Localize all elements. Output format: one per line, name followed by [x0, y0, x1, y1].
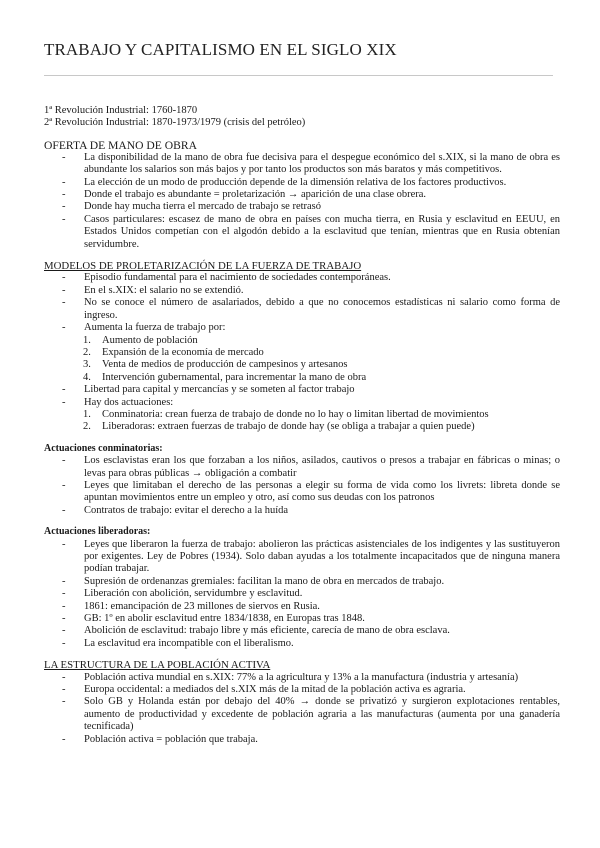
list-item: - Contratos de trabajo: evitar el derecho a la huída — [44, 505, 560, 517]
numbered-item: 3. Venta de medios de producción de campesinos y artesanos — [83, 359, 348, 371]
list-item: - Leyes que limitaban el derecho de las personas a elegir su forma de vida como los livrets: libreta donde se apuntan movimientos entre un empleo y otro, así como sus deudas con los patronos — [44, 480, 560, 505]
list-item: - La disponibilidad de la mano de obra fue decisiva para el despegue económico del s.XIX, si la mano de obra es abundante los salarios son más bajos y por tanto los productos son más baratos y más competitivos. — [44, 152, 560, 177]
list-item: - Europa occidental: a mediados del s.XIX más de la mitad de la población activa es agraria. — [44, 684, 560, 696]
list-item: - Donde hay mucha tierra el mercado de trabajo se retrasó — [44, 201, 560, 213]
list-item: - La esclavitud era incompatible con el liberalismo. — [44, 638, 560, 650]
modelos-list — [44, 272, 560, 334]
section-heading-conminatorias: Actuaciones conminatorias: — [44, 442, 163, 454]
page-title: TRABAJO Y CAPITALISMO EN EL SIGLO XIX — [44, 40, 397, 59]
document-body — [44, 105, 560, 746]
list-item: - GB: 1º en abolir esclavitud entre 1834/1838, en Europas tras 1848. — [44, 613, 560, 625]
list-item: - 1861: emancipación de 23 millones de siervos en Rusia. — [44, 601, 560, 613]
list-item: - Aumenta la fuerza de trabajo por: — [44, 322, 560, 334]
list-item: - La elección de un modo de producción depende de la dimensión relativa de los factores productivos. — [44, 177, 560, 189]
list-item: - Supresión de ordenanzas gremiales: facilitan la mano de obra en mercados de trabajo. — [44, 576, 560, 588]
list-item: - Episodio fundamental para el nacimiento de sociedades contemporáneas. — [44, 272, 560, 284]
list-item: - Abolición de esclavitud: trabajo libre y más eficiente, carecía de mano de obra esclava. — [44, 625, 560, 637]
list-item: - No se conoce el número de asalariados, debido a que no conocemos estadísticas ni salario como forma de ingreso. — [44, 297, 560, 322]
list-item: - Los esclavistas eran los que forzaban a los niños, asilados, cautivos o presos a trabajar en fábricas o minas; o levas para obras públicas → obligación a combatir — [44, 455, 560, 480]
list-item: - Población activa = población que trabaja. — [44, 734, 560, 746]
fuerza-sublist — [44, 335, 560, 385]
section-heading-oferta: OFERTA DE MANO DE OBRA — [44, 138, 197, 152]
list-item: - Hay dos actuaciones: — [44, 397, 560, 409]
list-item: - Libertad para capital y mercancías y se someten al factor trabajo — [44, 384, 560, 396]
list-item: - Liberación con abolición, servidumbre y esclavitud. — [44, 588, 560, 600]
list-item: - Solo GB y Holanda están por debajo del 40% → donde se privatizó y surgieron explotaciones rentables, aumento de productividad y excedente de población agraria a las manufacturas (aumenta por una ganadería tecnificada) — [44, 696, 560, 733]
list-item: - Población activa mundial en s.XIX: 77% a la agricultura y 13% a la manufactura (industria y artesanía) — [44, 672, 560, 684]
modelos-list-continued — [44, 384, 560, 409]
section-heading-estructura: LA ESTRUCTURA DE LA POBLACIÓN ACTIVA — [44, 659, 271, 672]
numbered-item: 1. Aumento de población — [83, 334, 198, 346]
dates-block — [44, 105, 560, 130]
title-divider — [44, 75, 553, 76]
numbered-item: 1. Conminatoria: crean fuerza de trabajo de donde no lo hay o limitan libertad de movimientos — [83, 408, 489, 420]
estructura-list — [44, 672, 560, 746]
section-heading-liberadoras: Actuaciones liberadoras: — [44, 526, 151, 538]
numbered-item: 2. Liberadoras: extraen fuerzas de trabajo de donde hay (se obliga a trabajar a quien puede) — [83, 421, 475, 433]
list-item: - Leyes que liberaron la fuerza de trabajo: abolieron las prácticas asistenciales de los indigentes y las sustituyeron por exigentes. Ley de Pobres (1934). Solo daban ayudas a los totalmente incapacitados que de ninguna manera podían trabajar. — [44, 539, 560, 576]
date-line: 2ª Revolución Industrial: 1870-1973/1979 (crisis del petróleo) — [44, 117, 306, 129]
numbered-item: 2. Expansión de la economía de mercado — [83, 346, 264, 358]
list-item: - En el s.XIX: el salario no se extendió. — [44, 285, 560, 297]
actuaciones-sublist — [44, 409, 560, 434]
liberadoras-list — [44, 539, 560, 651]
section-heading-modelos: MODELOS DE PROLETARIZACIÓN DE LA FUERZA DE TRABAJO — [44, 260, 362, 273]
conminatorias-list — [44, 455, 560, 517]
list-item: - Casos particulares: escasez de mano de obra en países con mucha tierra, en Rusia y esclavitud en EEUU, en Estados Unidos competían con el algodón debido a la esclavitud que tenían, mientras que en Rusia obtenían servidumbre. — [44, 214, 560, 251]
date-line: 1ª Revolución Industrial: 1760-1870 — [44, 105, 198, 116]
list-item: - Donde el trabajo es abundante = proletarización → aparición de una clase obrera. — [44, 189, 560, 201]
numbered-item: 4. Intervención gubernamental, para incrementar la mano de obra — [83, 371, 367, 383]
oferta-list — [44, 152, 560, 251]
